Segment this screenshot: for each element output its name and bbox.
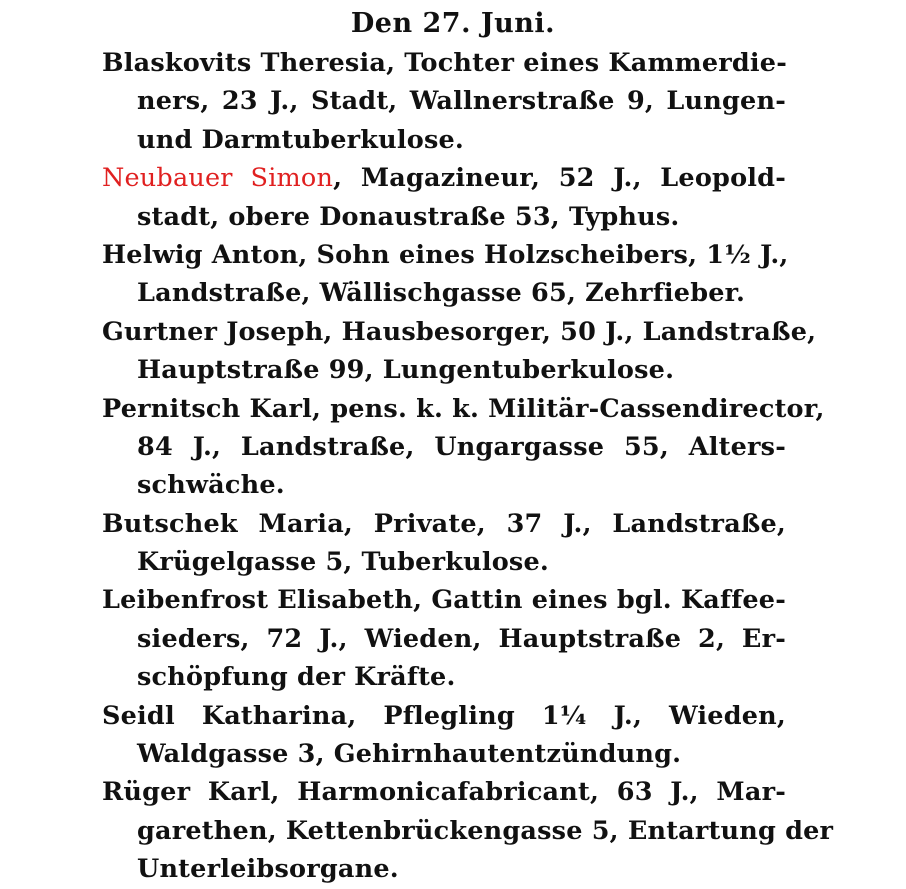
entry-rueger [0,773,906,888]
entry-neubauer [0,159,906,236]
entry-line: Leibenfrost Elisabeth, Gattin eines bgl. Kaffee- [102,585,786,616]
entry-line: und Darmtuberkulose. [137,124,465,155]
entry-line: Rüger Karl, Harmonicafabricant, 63 J., Mar- [102,777,786,808]
entry-line: Helwig Anton, Sohn eines Holzscheibers, 1½ J., [102,239,789,270]
entry-pernitsch [0,390,906,505]
entry-line: Blaskovits Theresia, Tochter eines Kammerdie- [102,48,788,78]
entry-line: stadt, obere Donaustraße 53, Typhus. [137,201,680,232]
entry-line: sieders, 72 J., Wieden, Hauptstraße 2, Er- [137,623,786,654]
entry-line-with-highlight [0,159,786,197]
entry-line: ners, 23 J., Stadt, Wallnerstraße 9, Lungen- [137,86,786,117]
entry-line: schöpfung der Kräfte. [137,662,456,693]
entry-line: schwäche. [137,470,285,501]
entry-line: Waldgasse 3, Gehirnhautentzündung. [137,739,682,770]
entry-butschek [0,505,906,582]
entry-gurtner [0,313,906,390]
entry-line: Krügelgasse 5, Tuberkulose. [137,547,549,578]
entry-line: Seidl Katharina, Pflegling 1¼ J., Wieden, [102,700,786,731]
entry-line: Landstraße, Wällischgasse 65, Zehrfieber. [137,278,746,309]
entries-list [0,44,906,889]
entry-line: Unterleibsorgane. [137,854,399,885]
entry-line: garethen, Kettenbrückengasse 5, Entartung der [137,815,834,846]
entry-line-rest: , Magazineur, 52 J., Leopold- [333,163,786,194]
entry-blaskovits [0,44,906,159]
entry-line: Hauptstraße 99, Lungentuberkulose. [137,355,675,386]
entry-line: Pernitsch Karl, pens. k. k. Militär-Cassendirector, [102,393,825,424]
highlighted-name: Neubauer Simon [102,163,334,194]
entry-seidl [0,697,906,774]
entry-line: Butschek Maria, Private, 37 J., Landstraße, [102,508,786,539]
entry-line: 84 J., Landstraße, Ungargasse 55, Alters- [137,431,786,462]
date-heading: Den 27. Juni. [350,8,556,39]
entry-helwig [0,236,906,313]
entry-line: Gurtner Joseph, Hausbesorger, 50 J., Landstraße, [102,316,817,347]
entry-leibenfrost [0,581,906,696]
